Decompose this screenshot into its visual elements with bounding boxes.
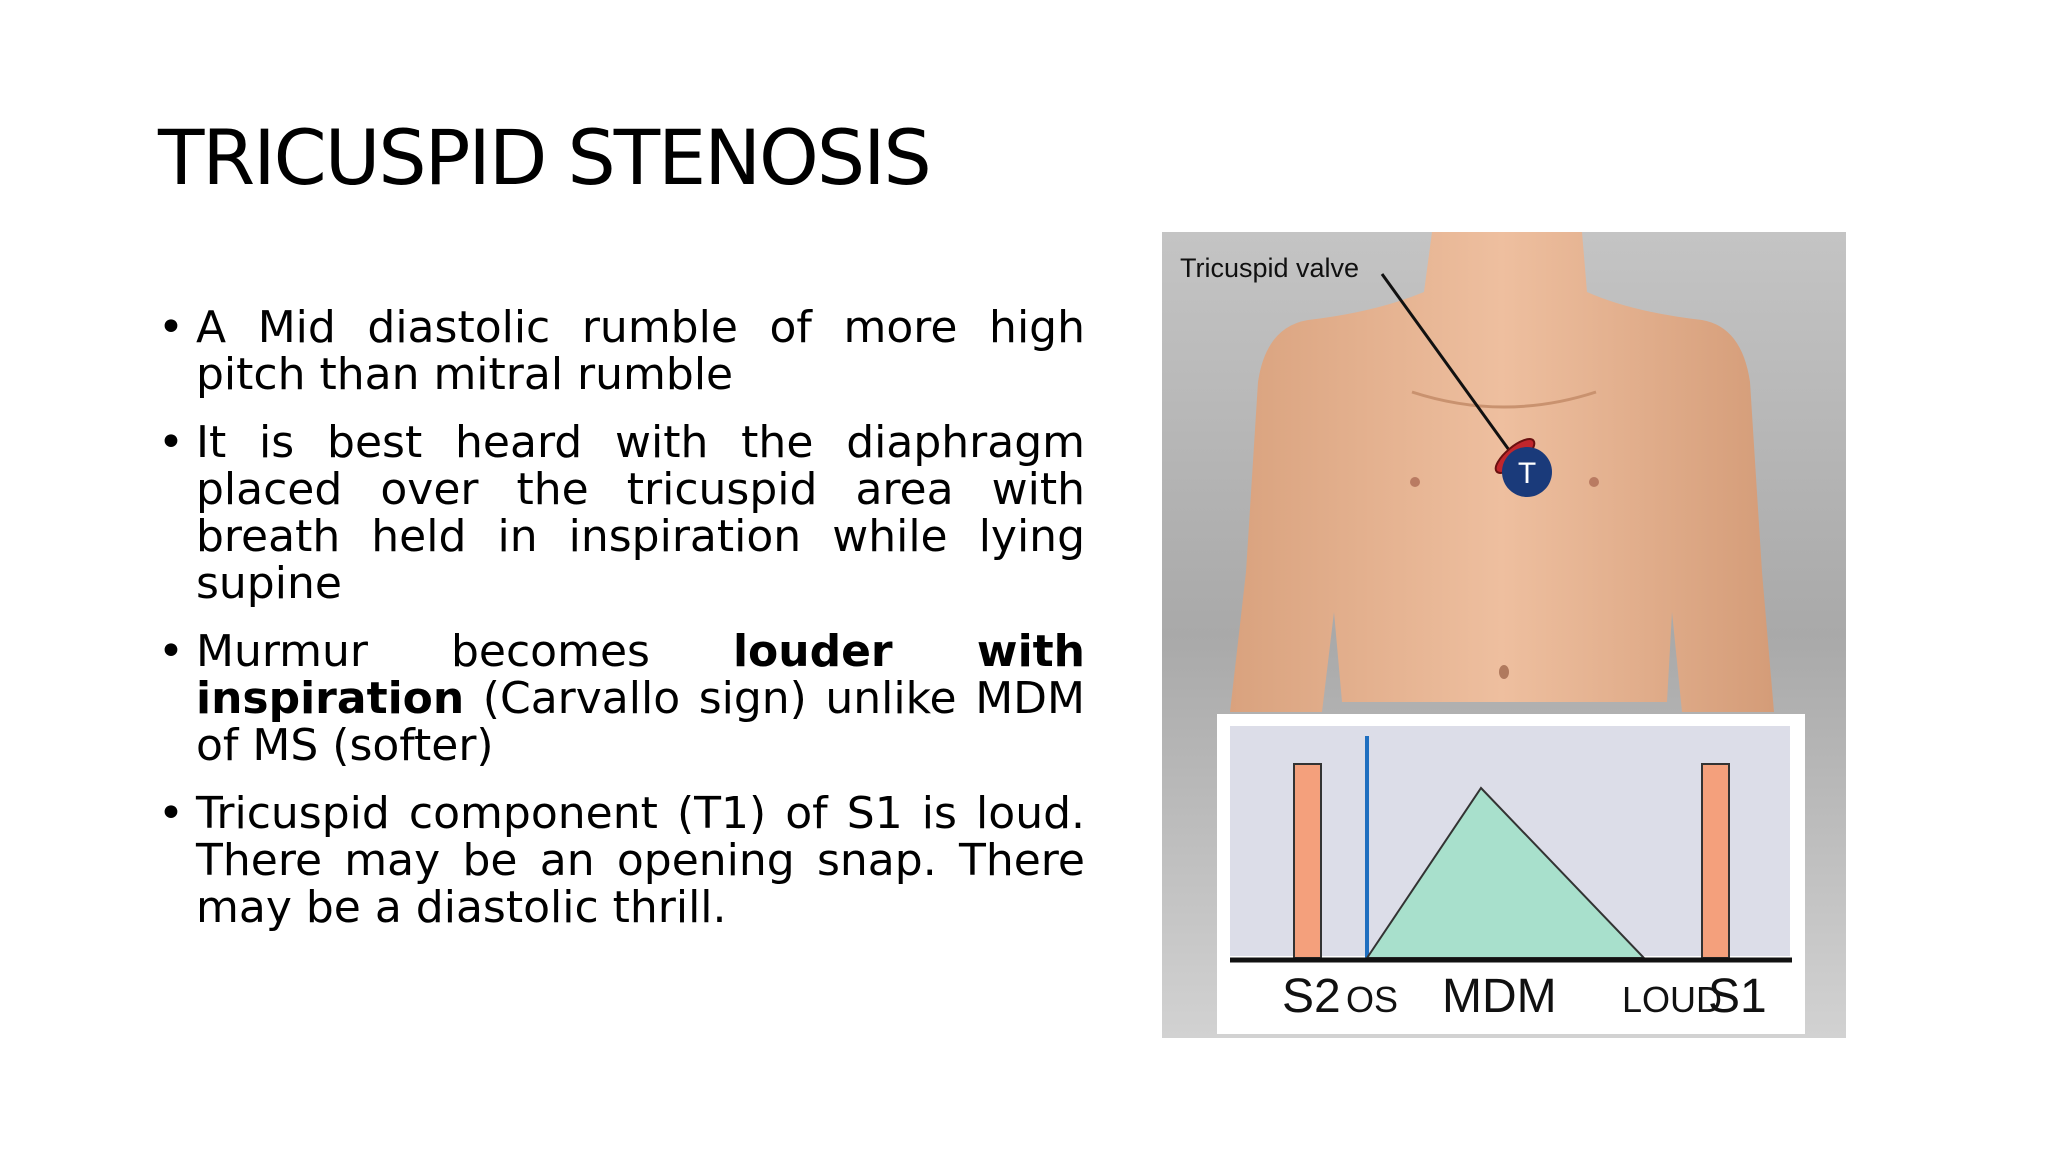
anatomy-detail (1410, 477, 1420, 487)
bullet-text: A Mid diastolic rumble of more high pitch than mitral rumble (196, 302, 1085, 400)
label-os: OS (1346, 979, 1399, 1020)
bullet-dot: • (158, 626, 184, 677)
marker-label: T (1517, 457, 1537, 490)
phonocardiogram (1217, 714, 1805, 1034)
bullet-text-tail: (Carvallo sign) unlike MDM of MS (softer) (196, 673, 1085, 771)
anatomy-detail (1589, 477, 1599, 487)
label-s2: S2 (1282, 970, 1341, 1023)
bullet-list (158, 304, 1085, 952)
bullet-dot: • (158, 788, 184, 839)
bullet-item-tricuspid-component (158, 790, 1085, 931)
figure-illustration (1162, 232, 1846, 1038)
s2-sound-bar (1294, 764, 1321, 958)
bullet-dot: • (158, 417, 184, 468)
label-s1: S1 (1708, 970, 1767, 1023)
s1-sound-bar (1702, 764, 1729, 958)
tricuspid-area-figure (1162, 232, 1846, 1038)
label-loud: LOUD (1622, 979, 1723, 1020)
bullet-text-bold: louder with inspiration (196, 626, 1086, 724)
bullet-text: It is best heard with the diaphragm placed over the tricuspid area with breath held in inspiration while lying supine (196, 417, 1085, 609)
slide-title: TRICUSPID STENOSIS (158, 113, 930, 202)
label-mdm: MDM (1442, 970, 1557, 1023)
bullet-text-lead: Murmur becomes (196, 626, 733, 677)
callout-label: Tricuspid valve (1180, 253, 1360, 283)
bullet-item-carvallo-sign (158, 628, 1085, 769)
bullet-item-mid-diastolic-rumble (158, 304, 1085, 398)
bullet-text: Tricuspid component (T1) of S1 is loud. There may be an opening snap. There may be a diastolic thrill. (196, 788, 1085, 933)
anatomy-detail (1499, 665, 1509, 679)
bullet-item-best-heard (158, 419, 1085, 607)
bullet-dot: • (158, 302, 184, 353)
